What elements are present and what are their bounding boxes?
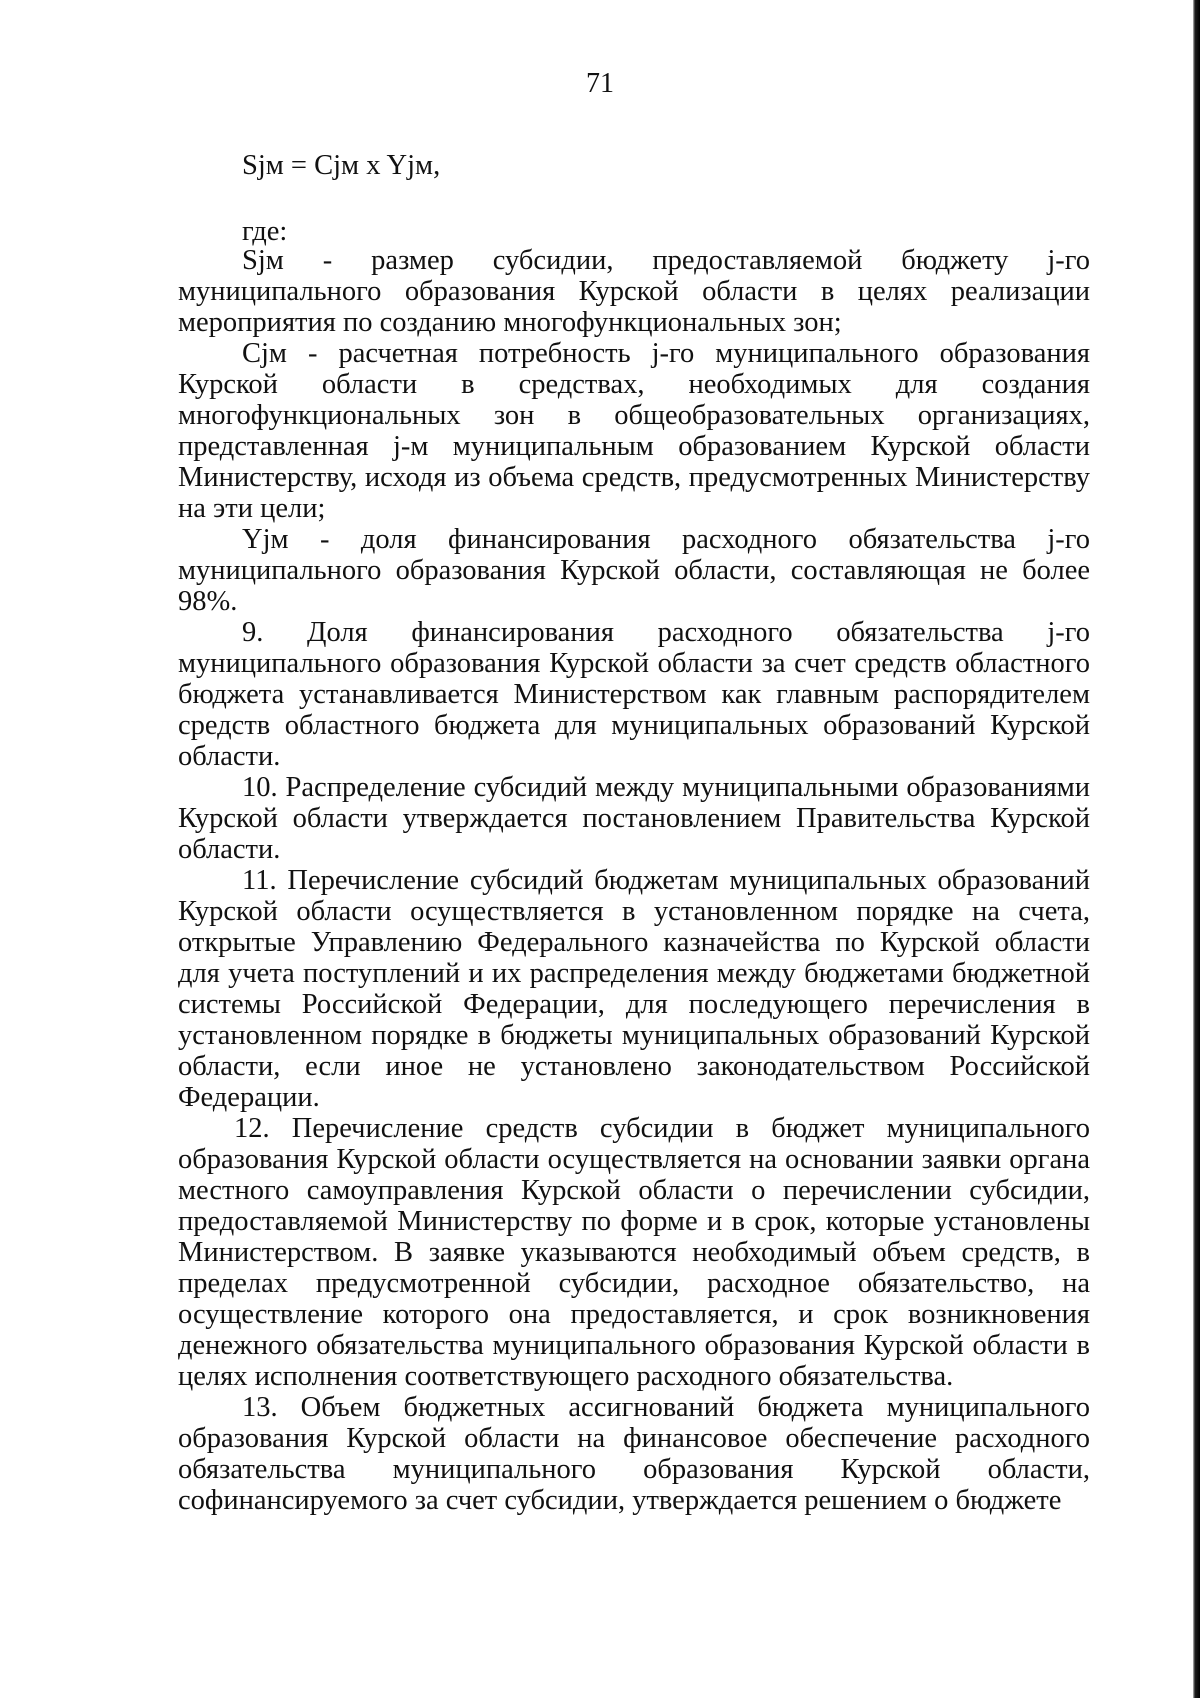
formula: Sjм = Cjм x Yjм, (242, 150, 441, 181)
definition-sjm: Sjм - размер субсидии, предоставляемой бюджету j-го муниципального образования Курской области в целях реализации мероприятия по созданию многофункциональных зон; (178, 245, 1090, 338)
definition-yjm: Yjм - доля финансирования расходного обязательства j-го муниципального образования Курской области, составляющая не более 98%. (178, 524, 1090, 617)
paragraph-10: 10. Распределение субсидий между муниципальными образованиями Курской области утверждается постановлением Правительства Курской области. (178, 772, 1090, 865)
paragraph-11: 11. Перечисление субсидий бюджетам муниципальных образований Курской области осуществляется в установленном порядке на счета, открытые Управлению Федерального казначейства по Курской области для учета поступлений и их распределения между бюджетами бюджетной системы Российской Федерации, для последующего перечисления в установленном порядке в бюджеты муниципальных образований Курской области, если иное не установлено законодательством Российской Федерации. (178, 865, 1090, 1113)
paragraph-9: 9. Доля финансирования расходного обязательства j-го муниципального образования Курской области за счет средств областного бюджета устанавливается Министерством как главным распорядителем средств областного бюджета для муниципальных образований Курской области. (178, 617, 1090, 772)
page-number: 71 (586, 68, 614, 99)
paragraph-13: 13. Объем бюджетных ассигнований бюджета муниципального образования Курской области на финансовое обеспечение расходного обязательства муниципального образования Курской области, софинансируемого за счет субсидии, утверждается решением о бюджете (178, 1392, 1090, 1516)
where-label: где: (242, 216, 288, 247)
scan-edge-shadow (1193, 0, 1200, 1698)
document-body (178, 245, 1090, 1516)
definition-cjm: Cjм - расчетная потребность j-го муниципального образования Курской области в средствах, необходимых для создания многофункциональных зон в общеобразовательных организациях, представленная j-м муниципальным образованием Курской области Министерству, исходя из объема средств, предусмотренных Министерству на эти цели; (178, 338, 1090, 524)
paragraph-12: 12. Перечисление средств субсидии в бюджет муниципального образования Курской области осуществляется на основании заявки органа местного самоуправления Курской области о перечислении субсидии, предоставляемой Министерству по форме и в срок, которые установлены Министерством. В заявке указываются необходимый объем средств, в пределах предусмотренной субсидии, расходное обязательство, на осуществление которого она предоставляется, и срок возникновения денежного обязательства муниципального образования Курской области в целях исполнения соответствующего расходного обязательства. (178, 1113, 1090, 1392)
